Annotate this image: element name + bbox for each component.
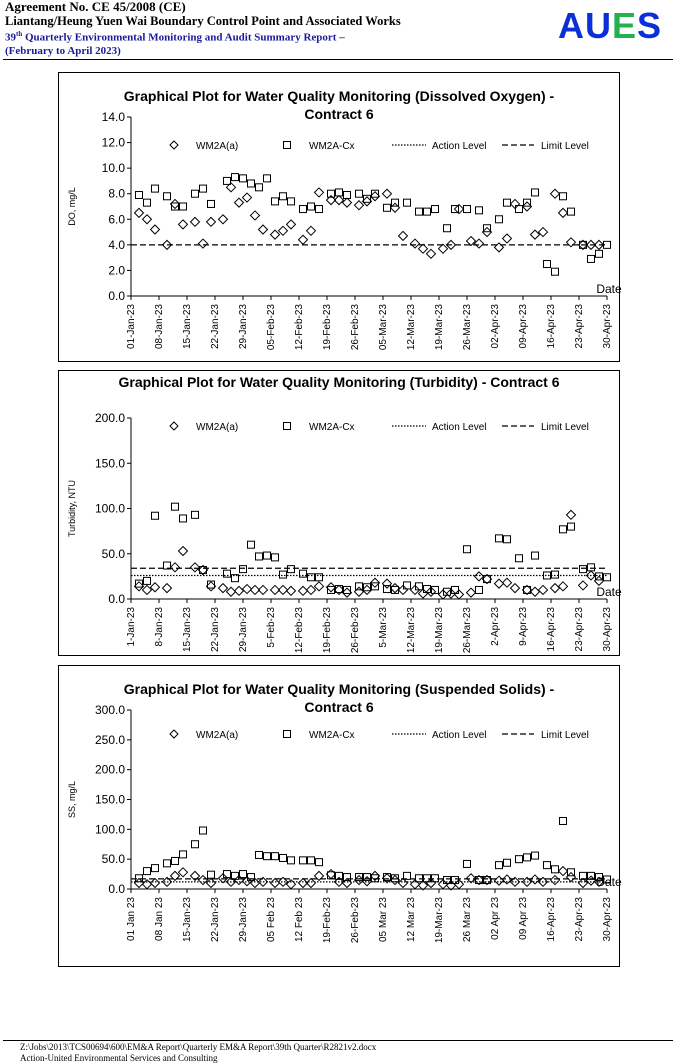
data-point-wm2a-a xyxy=(315,188,324,197)
data-point-wm2a-a xyxy=(511,584,520,593)
x-tick-label: 15-Jan-23 xyxy=(182,304,193,350)
data-point-wm2a-a xyxy=(531,230,540,239)
y-tick-label: 4.0 xyxy=(108,237,125,252)
data-point-wm2a-cx xyxy=(164,193,171,200)
data-point-wm2a-cx xyxy=(560,817,567,824)
data-point-wm2a-cx xyxy=(560,526,567,533)
legend-label: Limit Level xyxy=(541,730,589,741)
data-point-wm2a-cx xyxy=(604,574,611,581)
data-point-wm2a-cx xyxy=(552,268,559,275)
data-point-wm2a-cx xyxy=(288,566,295,573)
x-tick-label: 26 Mar 23 xyxy=(462,897,473,943)
data-point-wm2a-a xyxy=(539,228,548,237)
footer-divider xyxy=(3,1040,673,1041)
data-point-wm2a-a xyxy=(243,585,252,594)
y-tick-label: 14.0 xyxy=(101,110,125,124)
x-tick-label: 29-Jan-23 xyxy=(238,607,249,653)
data-point-wm2a-a xyxy=(467,237,476,246)
x-tick-label: 22-Jan-23 xyxy=(210,607,221,653)
data-point-wm2a-a xyxy=(467,588,476,597)
legend-label: Limit Level xyxy=(541,422,589,433)
data-point-wm2a-a xyxy=(179,868,188,877)
data-point-wm2a-a xyxy=(227,587,236,596)
data-point-wm2a-cx xyxy=(316,206,323,213)
data-point-wm2a-a xyxy=(503,234,512,243)
data-point-wm2a-cx xyxy=(288,198,295,205)
x-tick-label: 26-Feb-23 xyxy=(350,897,361,944)
x-tick-label: 12-Feb-23 xyxy=(294,607,305,654)
data-point-wm2a-cx xyxy=(280,854,287,861)
data-point-wm2a-a xyxy=(419,244,428,253)
y-tick-label: 8.0 xyxy=(108,186,125,201)
data-point-wm2a-cx xyxy=(336,189,343,196)
data-point-wm2a-cx xyxy=(532,189,539,196)
data-point-wm2a-cx xyxy=(596,250,603,257)
legend-label: WM2A(a) xyxy=(196,422,239,433)
data-point-wm2a-cx xyxy=(192,190,199,197)
report-number-suffix: th xyxy=(16,30,23,38)
data-point-wm2a-a xyxy=(191,563,200,572)
footer-file-path: Z:\Jobs\2013\TCS00694\600\EM&A Report\Quarterly EM&A Report\39th Quarter\R2821v2.docx xyxy=(20,1042,377,1052)
legend-label: Action Level xyxy=(432,422,487,433)
data-point-wm2a-cx xyxy=(404,582,411,589)
data-point-wm2a-cx xyxy=(424,208,431,215)
data-point-wm2a-cx xyxy=(280,193,287,200)
logo-letter-s: S xyxy=(637,5,663,46)
data-point-wm2a-cx xyxy=(496,535,503,542)
data-point-wm2a-a xyxy=(191,217,200,226)
data-point-wm2a-cx xyxy=(208,871,215,878)
x-tick-label: 26-Mar-23 xyxy=(462,607,473,654)
data-point-wm2a-cx xyxy=(264,552,271,559)
data-point-wm2a-cx xyxy=(344,191,351,198)
chart-title-line: Contract 6 xyxy=(304,699,374,715)
data-point-wm2a-cx xyxy=(328,872,335,879)
data-point-wm2a-cx xyxy=(172,857,179,864)
data-point-wm2a-cx xyxy=(232,174,239,181)
data-point-wm2a-cx xyxy=(504,536,511,543)
data-point-wm2a-cx xyxy=(560,193,567,200)
data-point-wm2a-cx xyxy=(384,586,391,593)
report-period: (February to April 2023) xyxy=(5,44,121,57)
footer-company: Action-United Environmental Services and Consulting xyxy=(20,1053,218,1063)
chart-title-line: Graphical Plot for Water Quality Monitoring (Suspended Solids) - xyxy=(123,681,555,697)
x-tick-label: 5-Feb-23 xyxy=(266,607,277,648)
data-point-wm2a-a xyxy=(307,585,316,594)
y-tick-label: 300.0 xyxy=(94,703,125,717)
data-point-wm2a-a xyxy=(151,583,160,592)
data-point-wm2a-cx xyxy=(152,185,159,192)
data-point-wm2a-cx xyxy=(256,851,263,858)
data-point-wm2a-cx xyxy=(272,853,279,860)
data-point-wm2a-cx xyxy=(300,206,307,213)
x-axis-label: Date xyxy=(596,585,622,599)
data-point-wm2a-cx xyxy=(432,206,439,213)
data-point-wm2a-cx xyxy=(280,571,287,578)
data-point-wm2a-a xyxy=(207,217,216,226)
data-point-wm2a-a xyxy=(299,235,308,244)
legend-marker-diamond xyxy=(170,141,178,149)
data-point-wm2a-cx xyxy=(356,583,363,590)
x-tick-label: 01-Jan-23 xyxy=(126,304,137,350)
data-point-wm2a-cx xyxy=(256,553,263,560)
data-point-wm2a-a xyxy=(143,585,152,594)
x-tick-label: 05 Mar 23 xyxy=(378,897,389,943)
data-point-wm2a-cx xyxy=(308,203,315,210)
data-point-wm2a-a xyxy=(179,220,188,229)
data-point-wm2a-a xyxy=(143,880,152,889)
x-tick-label: 29-Jan-23 xyxy=(238,897,249,943)
data-point-wm2a-a xyxy=(219,584,228,593)
data-point-wm2a-cx xyxy=(248,541,255,548)
legend-marker-square xyxy=(284,423,291,430)
data-point-wm2a-a xyxy=(495,876,504,885)
x-tick-label: 15-Jan-23 xyxy=(182,897,193,943)
chart-title-line: Graphical Plot for Water Quality Monitoring (Dissolved Oxygen) - xyxy=(123,88,555,104)
data-point-wm2a-a xyxy=(287,880,296,889)
x-tick-label: 08-Jan-23 xyxy=(154,304,165,350)
x-tick-label: 19-Feb-23 xyxy=(322,607,333,654)
data-point-wm2a-a xyxy=(579,879,588,888)
data-point-wm2a-a xyxy=(475,572,484,581)
logo-letter-u: U xyxy=(585,5,612,46)
data-point-wm2a-a xyxy=(355,201,364,210)
data-point-wm2a-a xyxy=(219,215,228,224)
data-point-wm2a-a xyxy=(307,226,316,235)
data-point-wm2a-a xyxy=(235,198,244,207)
logo-letter-a: A xyxy=(558,5,585,46)
data-point-wm2a-a xyxy=(439,244,448,253)
legend-label: WM2A(a) xyxy=(196,141,239,152)
chart-panel-turbidity xyxy=(58,370,620,656)
legend-label: Limit Level xyxy=(541,141,589,152)
turbidity-chart xyxy=(59,371,622,655)
data-point-wm2a-a xyxy=(135,208,144,217)
legend-label: WM2A(a) xyxy=(196,730,239,741)
x-tick-label: 2-Apr-23 xyxy=(490,607,501,646)
data-point-wm2a-cx xyxy=(316,859,323,866)
legend-label: Action Level xyxy=(432,730,487,741)
data-point-wm2a-cx xyxy=(224,570,231,577)
x-tick-label: 23-Apr-23 xyxy=(574,607,585,652)
data-point-wm2a-cx xyxy=(464,206,471,213)
y-axis-label: Turbidity, NTU xyxy=(67,479,77,538)
legend-marker-square xyxy=(284,142,291,149)
data-point-wm2a-cx xyxy=(384,874,391,881)
data-point-wm2a-cx xyxy=(164,860,171,867)
data-point-wm2a-a xyxy=(151,879,160,888)
data-point-wm2a-cx xyxy=(208,200,215,207)
y-tick-label: 0.0 xyxy=(108,882,125,896)
data-point-wm2a-a xyxy=(287,586,296,595)
data-point-wm2a-cx xyxy=(264,853,271,860)
chart-panel-dissolved-oxygen xyxy=(58,72,620,362)
data-point-wm2a-cx xyxy=(144,577,151,584)
y-tick-label: 100.0 xyxy=(94,822,125,837)
legend-marker-diamond xyxy=(170,422,178,430)
x-tick-label: 22-Jan-23 xyxy=(210,304,221,350)
data-point-wm2a-cx xyxy=(224,177,231,184)
y-tick-label: 0.0 xyxy=(108,592,125,606)
data-point-wm2a-a xyxy=(551,584,560,593)
data-point-wm2a-a xyxy=(427,249,436,258)
x-tick-label: 08 Jan 23 xyxy=(154,897,165,941)
y-tick-label: 50.0 xyxy=(101,852,125,867)
data-point-wm2a-cx xyxy=(136,191,143,198)
data-point-wm2a-a xyxy=(411,239,420,248)
data-point-wm2a-a xyxy=(503,578,512,587)
x-tick-label: 19-Mar-23 xyxy=(434,897,445,944)
data-point-wm2a-a xyxy=(399,231,408,240)
data-point-wm2a-cx xyxy=(144,868,151,875)
project-title: Liantang/Heung Yuen Wai Boundary Control Point and Associated Works xyxy=(5,14,401,28)
data-point-wm2a-cx xyxy=(588,255,595,262)
data-point-wm2a-cx xyxy=(356,874,363,881)
x-tick-label: 12-Mar-23 xyxy=(406,304,417,351)
data-point-wm2a-cx xyxy=(544,261,551,268)
data-point-wm2a-a xyxy=(567,510,576,519)
data-point-wm2a-a xyxy=(315,582,324,591)
x-tick-label: 16-Apr-23 xyxy=(546,897,557,942)
data-point-wm2a-cx xyxy=(200,827,207,834)
y-tick-label: 100.0 xyxy=(94,501,125,516)
legend-label: Action Level xyxy=(432,141,487,152)
data-point-wm2a-cx xyxy=(344,874,351,881)
data-point-wm2a-cx xyxy=(192,511,199,518)
data-point-wm2a-a xyxy=(495,579,504,588)
data-point-wm2a-cx xyxy=(180,203,187,210)
x-tick-label: 16-Apr-23 xyxy=(546,304,557,349)
suspended-solids-chart xyxy=(59,666,622,966)
data-point-wm2a-cx xyxy=(172,503,179,510)
data-point-wm2a-cx xyxy=(152,865,159,872)
data-point-wm2a-cx xyxy=(300,857,307,864)
x-tick-label: 05-Feb-23 xyxy=(266,304,277,351)
data-point-wm2a-cx xyxy=(356,190,363,197)
x-tick-label: 30-Apr-23 xyxy=(602,304,613,349)
data-point-wm2a-a xyxy=(179,547,188,556)
data-point-wm2a-cx xyxy=(404,199,411,206)
data-point-wm2a-a xyxy=(243,193,252,202)
y-axis-label: SS, mg/L xyxy=(67,780,77,819)
data-point-wm2a-cx xyxy=(544,862,551,869)
x-tick-label: 12 Feb 23 xyxy=(294,897,305,943)
logo-letter-e: E xyxy=(612,5,638,46)
data-point-wm2a-cx xyxy=(144,199,151,206)
x-tick-label: 02-Apr-23 xyxy=(490,304,501,349)
x-tick-label: 19-Feb-23 xyxy=(322,304,333,351)
data-point-wm2a-a xyxy=(559,867,568,876)
data-point-wm2a-cx xyxy=(444,225,451,232)
y-tick-label: 200.0 xyxy=(94,762,125,777)
y-tick-label: 12.0 xyxy=(101,135,125,150)
data-point-wm2a-cx xyxy=(300,570,307,577)
x-tick-label: 30-Apr-23 xyxy=(602,897,613,942)
data-point-wm2a-a xyxy=(271,230,280,239)
data-point-wm2a-cx xyxy=(288,857,295,864)
data-point-wm2a-a xyxy=(539,585,548,594)
data-point-wm2a-cx xyxy=(568,208,575,215)
data-point-wm2a-cx xyxy=(200,185,207,192)
data-point-wm2a-cx xyxy=(532,852,539,859)
data-point-wm2a-a xyxy=(559,582,568,591)
legend-label: WM2A-Cx xyxy=(309,730,355,741)
x-tick-label: 05 Feb 23 xyxy=(266,897,277,943)
data-point-wm2a-cx xyxy=(240,566,247,573)
data-point-wm2a-cx xyxy=(308,857,315,864)
x-tick-label: 09 Apr 23 xyxy=(518,897,529,940)
data-point-wm2a-cx xyxy=(532,552,539,559)
legend-marker-diamond xyxy=(170,730,178,738)
data-point-wm2a-cx xyxy=(568,523,575,530)
dissolved-oxygen-chart xyxy=(59,73,622,361)
data-point-wm2a-cx xyxy=(496,862,503,869)
aues-logo xyxy=(558,6,662,46)
data-point-wm2a-a xyxy=(199,239,208,248)
y-tick-label: 0.0 xyxy=(108,289,125,303)
data-point-wm2a-a xyxy=(251,211,260,220)
data-point-wm2a-cx xyxy=(464,546,471,553)
data-point-wm2a-cx xyxy=(588,564,595,571)
x-tick-label: 29-Jan-23 xyxy=(238,304,249,350)
x-tick-label: 22-Jan-23 xyxy=(210,897,221,943)
data-point-wm2a-cx xyxy=(256,184,263,191)
x-axis-label: Date xyxy=(596,282,622,296)
agreement-number: Agreement No. CE 45/2008 (CE) xyxy=(5,0,186,14)
x-tick-label: 1-Jan-23 xyxy=(126,607,137,647)
header-divider xyxy=(3,59,673,60)
data-point-wm2a-cx xyxy=(524,854,531,861)
x-tick-label: 01 Jan 23 xyxy=(126,897,137,941)
data-point-wm2a-cx xyxy=(552,571,559,578)
legend-marker-square xyxy=(284,731,291,738)
data-point-wm2a-a xyxy=(551,189,560,198)
data-point-wm2a-a xyxy=(299,586,308,595)
chart-panel-suspended-solids xyxy=(58,665,620,967)
x-tick-label: 12-Mar-23 xyxy=(406,607,417,654)
data-point-wm2a-cx xyxy=(416,208,423,215)
y-axis-label: DO, mg/L xyxy=(67,187,77,226)
data-point-wm2a-a xyxy=(143,215,152,224)
report-title xyxy=(5,28,545,45)
data-point-wm2a-cx xyxy=(504,199,511,206)
data-point-wm2a-a xyxy=(343,198,352,207)
x-tick-label: 9-Apr-23 xyxy=(518,607,529,646)
x-tick-label: 26-Feb-23 xyxy=(350,304,361,351)
y-tick-label: 150.0 xyxy=(94,792,125,807)
x-tick-label: 02 Apr 23 xyxy=(490,897,501,940)
data-point-wm2a-cx xyxy=(224,871,231,878)
data-point-wm2a-cx xyxy=(516,856,523,863)
data-point-wm2a-cx xyxy=(272,554,279,561)
x-tick-label: 23-Apr-23 xyxy=(574,304,585,349)
y-tick-label: 150.0 xyxy=(94,456,125,471)
data-point-wm2a-cx xyxy=(180,851,187,858)
x-tick-label: 19-Mar-23 xyxy=(434,304,445,351)
legend-label: WM2A-Cx xyxy=(309,141,355,152)
data-point-wm2a-a xyxy=(171,563,180,572)
data-point-wm2a-cx xyxy=(240,175,247,182)
y-tick-label: 50.0 xyxy=(101,546,125,561)
x-tick-label: 8-Jan-23 xyxy=(154,607,165,647)
data-point-wm2a-a xyxy=(383,189,392,198)
y-tick-label: 2.0 xyxy=(108,263,125,278)
data-point-wm2a-cx xyxy=(152,512,159,519)
x-tick-label: 5-Mar-23 xyxy=(378,607,389,648)
data-point-wm2a-cx xyxy=(580,566,587,573)
data-point-wm2a-cx xyxy=(504,859,511,866)
y-tick-label: 250.0 xyxy=(94,732,125,747)
data-point-wm2a-a xyxy=(475,239,484,248)
data-point-wm2a-cx xyxy=(308,574,315,581)
data-point-wm2a-cx xyxy=(516,555,523,562)
data-point-wm2a-a xyxy=(287,220,296,229)
x-tick-label: 19-Mar-23 xyxy=(434,607,445,654)
data-point-wm2a-a xyxy=(559,208,568,217)
data-point-wm2a-cx xyxy=(552,866,559,873)
data-point-wm2a-a xyxy=(163,584,172,593)
x-tick-label: 05-Mar-23 xyxy=(378,304,389,351)
x-axis-label: Date xyxy=(596,875,622,889)
data-point-wm2a-a xyxy=(259,225,268,234)
data-point-wm2a-a xyxy=(551,876,560,885)
report-title-text: Quarterly Environmental Monitoring and Audit Summary Report – xyxy=(22,31,345,44)
chart-title-line: Contract 6 xyxy=(304,106,374,122)
x-tick-label: 26-Feb-23 xyxy=(350,607,361,654)
y-tick-label: 10.0 xyxy=(101,161,125,176)
data-point-wm2a-cx xyxy=(248,180,255,187)
data-point-wm2a-cx xyxy=(464,860,471,867)
data-point-wm2a-a xyxy=(579,581,588,590)
data-point-wm2a-a xyxy=(235,586,244,595)
x-tick-label: 30-Apr-23 xyxy=(602,607,613,652)
x-tick-label: 19-Feb-23 xyxy=(322,897,333,944)
x-tick-label: 15-Jan-23 xyxy=(182,607,193,653)
data-point-wm2a-cx xyxy=(272,198,279,205)
data-point-wm2a-cx xyxy=(476,207,483,214)
report-number: 39 xyxy=(5,31,16,44)
x-tick-label: 26-Mar-23 xyxy=(462,304,473,351)
data-point-wm2a-a xyxy=(151,225,160,234)
data-point-wm2a-a xyxy=(279,226,288,235)
data-point-wm2a-cx xyxy=(476,586,483,593)
x-tick-label: 23-Apr-23 xyxy=(574,897,585,942)
data-point-wm2a-cx xyxy=(372,583,379,590)
data-point-wm2a-cx xyxy=(316,574,323,581)
data-point-wm2a-cx xyxy=(180,515,187,522)
data-point-wm2a-cx xyxy=(264,175,271,182)
y-tick-label: 200.0 xyxy=(94,411,125,425)
data-point-wm2a-a xyxy=(531,587,540,596)
x-tick-label: 16-Apr-23 xyxy=(546,607,557,652)
legend-label: WM2A-Cx xyxy=(309,422,355,433)
x-tick-label: 12-Feb-23 xyxy=(294,304,305,351)
y-tick-label: 6.0 xyxy=(108,212,125,227)
x-tick-label: 12 Mar 23 xyxy=(406,897,417,943)
x-tick-label: 09-Apr-23 xyxy=(518,304,529,349)
data-point-wm2a-cx xyxy=(496,216,503,223)
report-header xyxy=(5,0,545,58)
data-point-wm2a-cx xyxy=(384,204,391,211)
chart-title-line: Graphical Plot for Water Quality Monitoring (Turbidity) - Contract 6 xyxy=(118,374,560,390)
data-point-wm2a-cx xyxy=(192,841,199,848)
data-point-wm2a-a xyxy=(271,879,280,888)
